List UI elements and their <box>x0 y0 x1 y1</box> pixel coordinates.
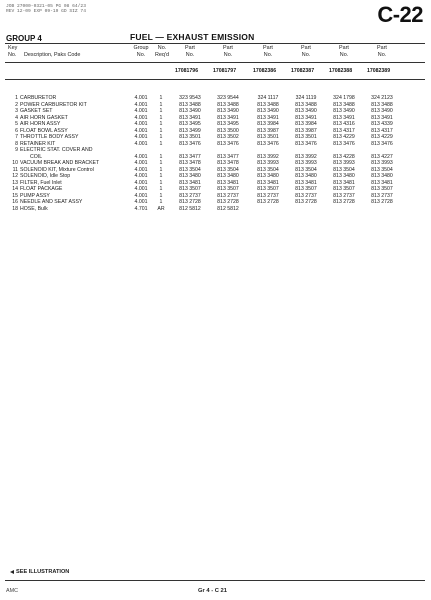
part-number: 813 4339 <box>371 121 393 127</box>
job-meta-line: JOB 27000-0321-05 PG 08 64/23 <box>6 4 86 9</box>
part-number: 813 3480 <box>371 173 393 179</box>
group-number: 4.001 <box>134 108 148 114</box>
model-part-number: 17082389 <box>367 68 391 74</box>
part-number: 813 2728 <box>333 199 355 205</box>
key-number: 4 <box>15 114 18 121</box>
qty-required: AR <box>157 205 165 212</box>
part-number: 813 3481 <box>217 179 239 186</box>
part-number: 323 9544 <box>217 95 239 101</box>
part-number: 813 2737 <box>333 192 355 199</box>
qty-required: 1 <box>159 173 163 179</box>
part-number: 813 2728 <box>217 199 239 205</box>
key-number: 11 <box>12 166 18 173</box>
part-number: 813 3481 <box>295 179 317 186</box>
qty-required: 1 <box>159 160 163 166</box>
part-number: 813 3491 <box>295 114 317 121</box>
group-number: 4.001 <box>134 153 148 160</box>
part-number: 813 3490 <box>179 108 201 114</box>
part-number: 813 3476 <box>371 140 393 147</box>
part-number: 813 3480 <box>295 173 317 179</box>
group-number: 4.001 <box>134 121 148 127</box>
part-number: 813 3992 <box>295 153 317 160</box>
key-number: 7 <box>15 134 18 140</box>
model-part-number: 17081796 <box>175 68 199 74</box>
part-number: 813 4317 <box>333 127 355 134</box>
part-number: 813 3481 <box>371 179 393 186</box>
part-number: 813 3488 <box>333 101 355 108</box>
part-number: 812 5812 <box>217 205 239 212</box>
part-number: 813 3480 <box>217 173 239 179</box>
part-description: CARBURETOR <box>20 95 57 101</box>
col-part-3: Part No. <box>263 45 273 58</box>
col-part-5: Part No. <box>339 45 349 58</box>
qty-required: 1 <box>159 134 163 140</box>
part-description: FLOAT PACKAGE <box>20 186 63 192</box>
part-number: 813 3481 <box>179 179 201 186</box>
part-number: 813 3500 <box>217 127 239 134</box>
part-number: 813 3993 <box>257 160 279 166</box>
part-description: VACUUM BREAK AND BRACKET <box>20 160 100 166</box>
part-description: AIR HORN ASSY <box>20 121 61 127</box>
key-number: 16 <box>12 199 18 205</box>
part-number: 813 3507 <box>217 186 239 192</box>
group-number: 4.001 <box>134 114 148 121</box>
group-number: 4.001 <box>134 173 148 179</box>
parts-table <box>0 95 431 212</box>
col-part-2: Part No. <box>223 45 233 58</box>
page-code: C-22 <box>377 2 423 27</box>
qty-required: 1 <box>159 179 163 186</box>
model-part-number: 17082387 <box>291 68 315 74</box>
part-number: 324 2123 <box>371 95 393 101</box>
part-number: 813 3480 <box>333 173 355 179</box>
part-number: 813 3477 <box>179 153 201 160</box>
header-rule-mid <box>5 62 425 63</box>
part-number: 813 3478 <box>217 160 239 166</box>
table-row <box>0 147 431 160</box>
key-number: 9 <box>15 147 18 153</box>
part-number: 813 3491 <box>217 114 239 121</box>
key-number: 5 <box>15 121 18 127</box>
qty-required: 1 <box>159 166 163 173</box>
part-number: 813 4229 <box>333 134 355 140</box>
part-description: PUMP ASSY <box>20 192 50 199</box>
part-number: 813 3987 <box>295 127 317 134</box>
part-number: 813 3504 <box>371 166 393 173</box>
part-number: 813 3490 <box>333 108 355 114</box>
col-part-4: Part No. <box>301 45 311 58</box>
part-number: 813 2737 <box>371 192 393 199</box>
part-description: THROTTLE BODY ASSY <box>20 134 79 140</box>
part-number: 813 3992 <box>257 153 279 160</box>
part-number: 813 3987 <box>257 127 279 134</box>
page-reference: Gr 4 - C 21 <box>198 588 227 594</box>
qty-required: 1 <box>159 114 163 121</box>
see-illustration-note <box>10 569 69 575</box>
part-number: 813 3476 <box>295 140 317 147</box>
col-description: Description, Paks Code <box>24 51 81 58</box>
part-number: 813 3488 <box>217 101 239 108</box>
part-number: 813 3504 <box>257 166 279 173</box>
group-number: 4.001 <box>134 192 148 199</box>
qty-required: 1 <box>159 140 163 147</box>
part-description: FLOAT BOWL ASSY <box>20 127 68 134</box>
part-number: 813 3476 <box>257 140 279 147</box>
group-number: 4.701 <box>134 205 148 212</box>
part-number: 813 3507 <box>371 186 393 192</box>
part-number: 813 3984 <box>257 121 279 127</box>
brand-label: AMC <box>6 588 18 594</box>
group-number: 4.001 <box>134 140 148 147</box>
group-title: GROUP 4 <box>6 34 42 43</box>
part-description: FILTER, Fuel Inlet <box>20 179 62 186</box>
col-part-6: Part No. <box>377 45 387 58</box>
part-number: 813 3488 <box>371 101 393 108</box>
part-number: 813 4229 <box>371 134 393 140</box>
part-number: 813 2728 <box>371 199 393 205</box>
part-number: 812 5812 <box>179 205 201 212</box>
part-number: 813 4227 <box>371 153 393 160</box>
qty-required: 1 <box>159 127 163 134</box>
part-description: NEEDLE AND SEAT ASSY <box>20 199 83 205</box>
group-number: 4.001 <box>134 199 148 205</box>
part-number: 813 3501 <box>257 134 279 140</box>
part-number: 813 3502 <box>217 134 239 140</box>
part-number: 813 3507 <box>333 186 355 192</box>
part-number: 323 9543 <box>179 95 201 101</box>
qty-required: 1 <box>159 101 163 108</box>
part-number: 813 3481 <box>333 179 355 186</box>
part-description-line: ELECTRIC STAT. COVER AND <box>20 147 93 153</box>
part-number: 813 3491 <box>333 114 355 121</box>
model-part-number: 17082388 <box>329 68 353 74</box>
job-meta <box>6 4 86 15</box>
part-description: RETAINER KIT <box>20 140 56 147</box>
qty-required: 1 <box>159 108 163 114</box>
model-part-number: 17082386 <box>253 68 277 74</box>
part-description-line: COIL <box>30 153 43 160</box>
model-part-number: 17081797 <box>213 68 237 74</box>
illustration-pointer-icon <box>10 570 14 574</box>
col-key: Key No. <box>8 45 18 58</box>
part-number: 813 3501 <box>295 134 317 140</box>
part-description: AIR HORN GASKET <box>20 114 68 121</box>
qty-required: 1 <box>159 153 163 160</box>
key-number: 13 <box>12 179 18 186</box>
col-group: Group No. <box>133 45 149 58</box>
section-title: FUEL — EXHAUST EMISSION <box>130 32 255 42</box>
part-number: 813 2728 <box>295 199 317 205</box>
part-number: 813 3507 <box>257 186 279 192</box>
part-number: 813 3490 <box>295 108 317 114</box>
key-number: 14 <box>12 186 18 192</box>
see-illustration-label: SEE ILLUSTRATION <box>16 569 70 575</box>
key-number: 6 <box>15 127 18 134</box>
part-number: 813 3504 <box>217 166 239 173</box>
part-number: 324 1117 <box>257 95 279 101</box>
part-number: 813 3488 <box>295 101 317 108</box>
part-number: 813 3993 <box>295 160 317 166</box>
part-number: 813 3495 <box>179 121 201 127</box>
col-part-1: Part No. <box>185 45 195 58</box>
group-number: 4.001 <box>134 127 148 134</box>
part-number: 813 2728 <box>179 199 201 205</box>
part-number: 813 2728 <box>257 199 279 205</box>
group-number: 4.001 <box>134 186 148 192</box>
part-description: HOSE, Bulk <box>20 205 48 212</box>
key-number: 3 <box>15 108 18 114</box>
qty-required: 1 <box>159 199 163 205</box>
group-number: 4.001 <box>134 166 148 173</box>
part-number: 813 4316 <box>333 121 355 127</box>
key-number: 12 <box>12 173 18 179</box>
group-number: 4.001 <box>134 95 148 101</box>
part-number: 813 3495 <box>217 121 239 127</box>
part-number: 813 3491 <box>371 114 393 121</box>
table-row <box>0 206 431 213</box>
qty-required: 1 <box>159 192 163 199</box>
group-number: 4.001 <box>134 160 148 166</box>
key-number: 18 <box>12 205 18 212</box>
part-number: 813 3490 <box>257 108 279 114</box>
col-req: No. Req'd <box>155 45 169 58</box>
part-number: 813 3490 <box>217 108 239 114</box>
part-number: 813 2737 <box>217 192 239 199</box>
group-number: 4.001 <box>134 134 148 140</box>
part-description: POWER CARBURETOR KIT <box>20 101 87 108</box>
qty-required: 1 <box>159 95 163 101</box>
part-number: 813 3504 <box>179 166 201 173</box>
part-number: 324 1119 <box>295 95 317 101</box>
part-number: 813 3488 <box>179 101 201 108</box>
part-number: 813 3480 <box>257 173 279 179</box>
qty-required: 1 <box>159 186 163 192</box>
part-description: GASKET SET <box>20 108 53 114</box>
job-meta-line: REV 12-09 EXP 09-19 GD SIZ 74 <box>6 9 86 15</box>
part-number: 813 3491 <box>257 114 279 121</box>
part-number: 813 3507 <box>295 186 317 192</box>
part-number: 813 3476 <box>333 140 355 147</box>
part-number: 813 2737 <box>295 192 317 199</box>
header-rule-bottom <box>5 79 425 80</box>
part-number: 813 3476 <box>217 140 239 147</box>
part-description: SOLENOID KIT, Mixture Control <box>20 166 94 173</box>
key-number: 2 <box>15 101 18 108</box>
part-number: 813 3993 <box>371 160 393 166</box>
key-number: 8 <box>15 140 18 147</box>
part-number: 813 2737 <box>257 192 279 199</box>
part-number: 813 3993 <box>333 160 355 166</box>
group-number: 4.001 <box>134 179 148 186</box>
part-number: 813 3491 <box>179 114 201 121</box>
part-number: 813 3478 <box>179 160 201 166</box>
part-number: 813 3501 <box>179 134 201 140</box>
part-description: SOLENOID, Idle Stop <box>20 173 71 179</box>
part-number: 813 3490 <box>371 108 393 114</box>
part-description <box>20 147 140 160</box>
part-number: 813 3984 <box>295 121 317 127</box>
footer-rule <box>5 580 425 581</box>
key-number: 10 <box>12 160 18 166</box>
part-number: 324 1798 <box>333 95 355 101</box>
part-number: 813 3504 <box>333 166 355 173</box>
part-number: 813 3504 <box>295 166 317 173</box>
part-number: 813 3476 <box>179 140 201 147</box>
part-number: 813 3507 <box>179 186 201 192</box>
qty-required: 1 <box>159 121 163 127</box>
header-rule-top <box>5 43 425 44</box>
part-number: 813 4317 <box>371 127 393 134</box>
key-number: 15 <box>12 192 18 199</box>
part-number: 813 3488 <box>257 101 279 108</box>
part-number: 813 3480 <box>179 173 201 179</box>
part-number: 813 3477 <box>217 153 239 160</box>
group-number: 4.001 <box>134 101 148 108</box>
part-number: 813 4228 <box>333 153 355 160</box>
part-number: 813 3481 <box>257 179 279 186</box>
key-number: 1 <box>15 95 18 101</box>
part-number: 813 3499 <box>179 127 201 134</box>
part-number: 813 2737 <box>179 192 201 199</box>
